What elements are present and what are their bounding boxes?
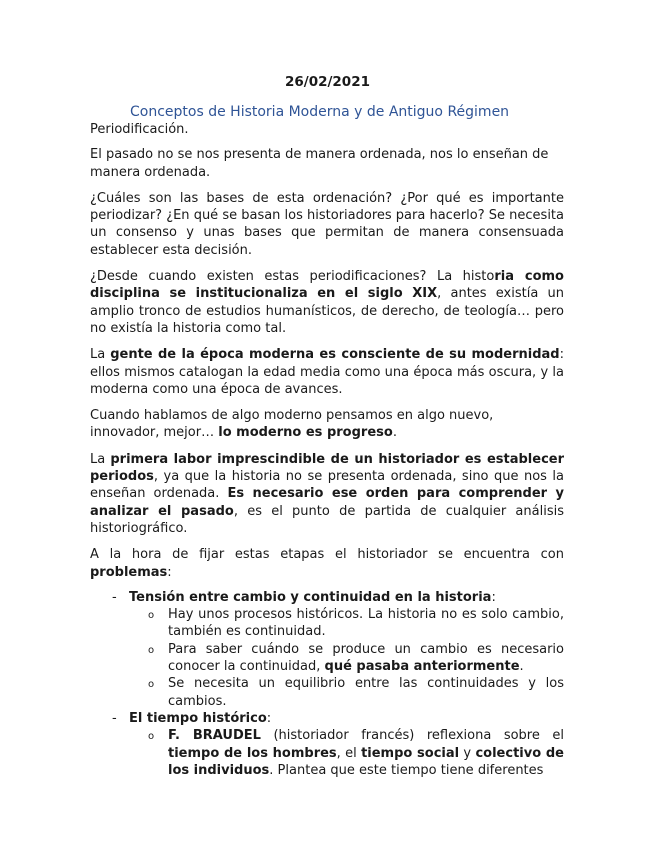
braudel-name: F. BRAUDEL (168, 728, 261, 744)
sub-item-1-2-bold: qué pasaba anteriormente (324, 659, 520, 675)
paragraph-2: ¿Cuáles son las bases de esta ordenación? ¿Por qué es importante periodizar? ¿En qué se basan los historiadores para hacerlo? Se necesita un consenso y unas bases que permitan de manera consensuada establecer esta decisión. (90, 190, 564, 258)
problems-list (90, 589, 564, 779)
paragraph-5 (90, 407, 564, 442)
p4-text-a: La (90, 347, 111, 363)
list-item (90, 589, 564, 710)
list-item-2-colon: : (266, 710, 272, 726)
sub-list-item (129, 675, 564, 710)
sub-item-1-1-text: Hay unos procesos históricos. La historia no es solo cambio, también es continuidad. (168, 607, 564, 640)
sub-list-2 (129, 727, 564, 779)
circle-bullet: o (148, 679, 155, 691)
p6-bold-2: Es necesario ese orden para comprender y analizar el pasado (90, 486, 565, 519)
list-item (90, 710, 564, 779)
sub-item-2-1-bold-g: colectivo de los individuos (168, 745, 564, 778)
section-subtitle: Periodificación. (90, 122, 189, 137)
document-body (90, 121, 564, 779)
sub-item-1-2-text-c: . (519, 659, 524, 675)
p6-text-e: , es el punto de partida de cualquier análisis historiográfico. (90, 503, 564, 536)
circle-bullet: o (148, 644, 155, 656)
p6-text-a: La (90, 451, 111, 467)
dash-bullet: - (112, 710, 117, 726)
p7-text-c: : (167, 564, 172, 580)
list-item-2-label: El tiempo histórico (129, 710, 267, 726)
sub-item-2-1-text-d: , el (336, 745, 362, 761)
p3-text-a: ¿Desde cuando existen estas periodificaciones? La histo (90, 269, 495, 285)
paragraph-7 (90, 546, 564, 581)
p7-text-a: A la hora de fijar estas etapas el historiador se encuentra con (90, 547, 564, 563)
p4-text-c: : ellos mismos catalogan la edad media como una época más oscura, y la moderna como una época de avances. (90, 347, 565, 397)
p6-bold-1: primera labor imprescindible de un historiador es establecer periodos (90, 451, 564, 485)
paragraph-3 (90, 268, 564, 337)
paragraph-6 (90, 451, 564, 537)
sub-list-1 (129, 606, 564, 710)
p5-text-c: . (392, 425, 397, 441)
document-title: Conceptos de Historia Moderna y de Antiguo Régimen (130, 104, 510, 120)
circle-bullet: o (148, 610, 155, 622)
paragraph-4 (90, 346, 564, 398)
dash-bullet: - (112, 589, 117, 605)
p3-bold: ria como disciplina se institucionaliza en el siglo XIX (90, 269, 564, 302)
p7-bold: problemas (90, 564, 168, 580)
sub-item-1-3-text: Se necesita un equilibrio entre las continuidades y los cambios. (168, 676, 564, 709)
sub-item-1-2-text-a: Para saber cuándo se produce un cambio es necesario conocer la continuidad, (168, 641, 564, 675)
sub-list-item (129, 727, 564, 779)
p4-bold: gente de la época moderna es consciente de su modernidad (110, 347, 560, 363)
document-date: 26/02/2021 (284, 74, 370, 90)
sub-list-item (129, 606, 564, 641)
list-item-1-colon: : (491, 589, 496, 605)
list-item-1-label: Tensión entre cambio y continuidad en la historia (129, 589, 492, 605)
sub-item-2-1-bold-e: tiempo social (361, 745, 460, 761)
sub-item-2-1-text-h: . Plantea que este tiempo tiene diferentes (269, 762, 544, 778)
sub-list-item (129, 641, 564, 676)
circle-bullet: o (148, 731, 155, 743)
paragraph-1: El pasado no se nos presenta de manera ordenada, nos lo enseñan de manera ordenada. (90, 147, 549, 180)
p6-text-c: , ya que la historia no se presenta ordenada, sino que nos la enseñan ordenada. (90, 469, 564, 502)
p3-text-c: , antes existía un amplio tronco de estudios humanísticos, de derecho, de teología… pero no existía la historia como tal. (90, 286, 564, 336)
sub-item-2-1-text-b: (historiador francés) reflexiona sobre el (260, 728, 564, 744)
sub-item-2-1-text-f: y (459, 745, 476, 761)
p5-text-a: Cuando hablamos de algo moderno pensamos en algo nuevo, innovador, mejor… (90, 408, 494, 441)
p5-bold: lo moderno es progreso (218, 425, 393, 441)
sub-item-2-1-bold-c: tiempo de los hombres (168, 745, 337, 761)
